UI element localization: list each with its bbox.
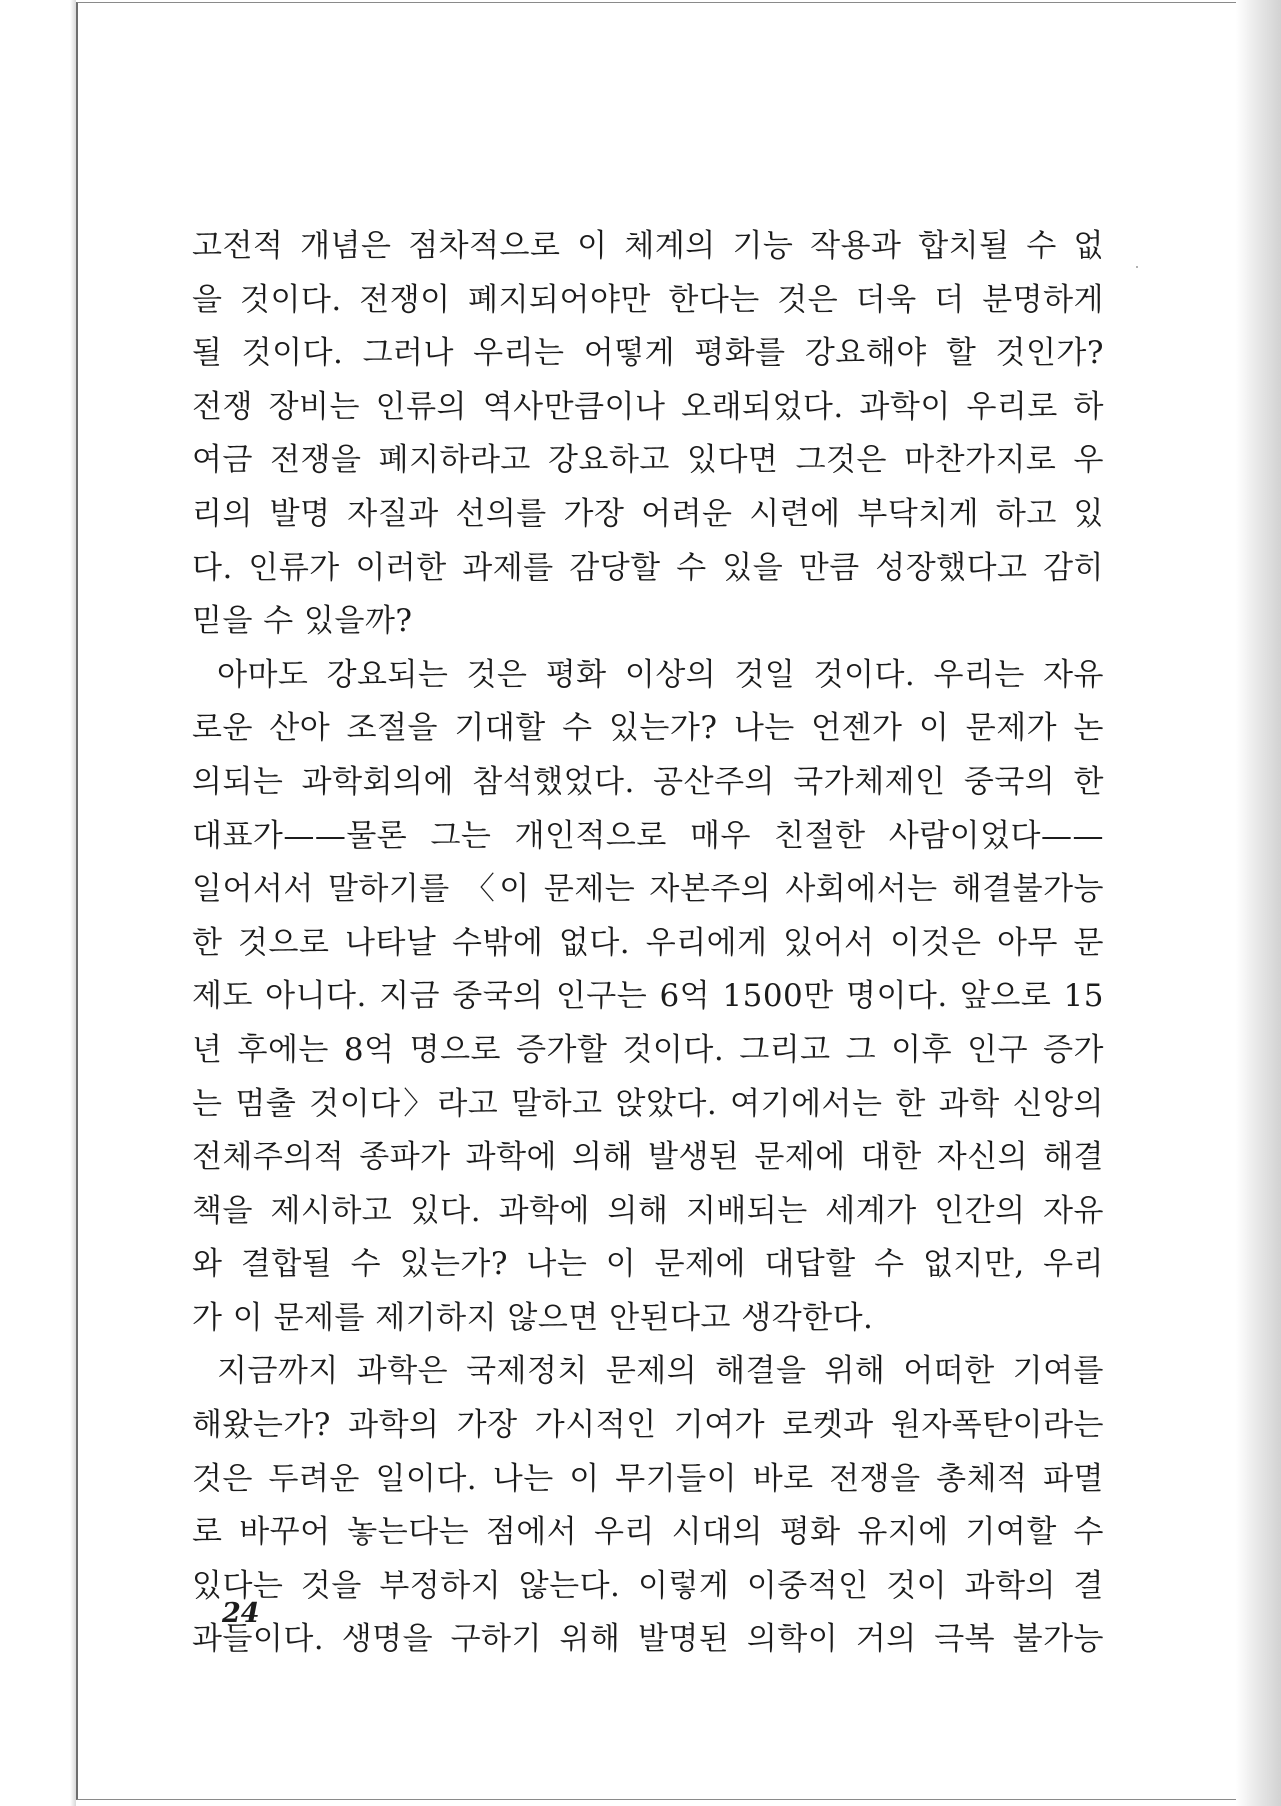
text-line: 의되는 과학회의에 참석했었다. 공산주의 국가체제인 중국의 한 <box>192 763 1104 800</box>
text-line: 것은 두려운 일이다. 나는 이 무기들이 바로 전쟁을 총체적 파멸 <box>192 1460 1104 1497</box>
text-line: 해왔는가? 과학의 가장 가시적인 기여가 로켓과 원자폭탄이라는 <box>192 1407 1104 1444</box>
page-gutter-shadow <box>1236 0 1281 1806</box>
text-line: 과들이다. 생명을 구하기 위해 발명된 의학이 거의 극복 불가능 <box>192 1621 1104 1658</box>
text-line: 한 것으로 나타날 수밖에 없다. 우리에게 있어서 이것은 아무 문 <box>192 924 1104 961</box>
text-line: 책을 제시하고 있다. 과학에 의해 지배되는 세계가 인간의 자유 <box>192 1192 1104 1229</box>
text-line: 로 바꾸어 놓는다는 점에서 우리 시대의 평화 유지에 기여할 수 <box>192 1514 1104 1551</box>
body-text <box>192 220 1104 1667</box>
text-line: 있다는 것을 부정하지 않는다. 이렇게 이중적인 것이 과학의 결 <box>192 1567 1104 1604</box>
text-line: 전체주의적 종파가 과학에 의해 발생된 문제에 대한 자신의 해결 <box>192 1139 1104 1176</box>
text-line: 리의 발명 자질과 선의를 가장 어려운 시련에 부닥치게 하고 있 <box>192 495 1104 532</box>
text-line: 여금 전쟁을 폐지하라고 강요하고 있다면 그것은 마찬가지로 우 <box>192 442 1104 479</box>
text-line: 로운 산아 조절을 기대할 수 있는가? 나는 언젠가 이 문제가 논 <box>192 710 1104 747</box>
text-line: 년 후에는 8억 명으로 증가할 것이다. 그리고 그 이후 인구 증가 <box>192 1031 1104 1068</box>
text-line: 일어서서 말하기를 〈이 문제는 자본주의 사회에서는 해결불가능 <box>192 871 1104 908</box>
text-line: 가 이 문제를 제기하지 않으면 안된다고 생각한다. <box>192 1299 874 1336</box>
page-number: 24 <box>222 1598 260 1629</box>
text-line: 제도 아니다. 지금 중국의 인구는 6억 1500만 명이다. 앞으로 15 <box>192 978 1104 1015</box>
text-line: 될 것이다. 그러나 우리는 어떻게 평화를 강요해야 할 것인가? <box>192 335 1104 372</box>
speck-mark <box>1136 266 1138 268</box>
text-line: 믿을 수 있을까? <box>192 603 413 640</box>
text-line: 을 것이다. 전쟁이 폐지되어야만 한다는 것은 더욱 더 분명하게 <box>192 281 1104 318</box>
text-line: 아마도 강요되는 것은 평화 이상의 것일 것이다. 우리는 자유 <box>217 656 1104 693</box>
text-line: 지금까지 과학은 국제정치 문제의 해결을 위해 어떠한 기여를 <box>217 1353 1104 1390</box>
text-line: 와 결합될 수 있는가? 나는 이 문제에 대답할 수 없지만, 우리 <box>192 1246 1104 1283</box>
text-line: 대표가——물론 그는 개인적으로 매우 친절한 사람이었다—— <box>192 817 1104 854</box>
text-line: 다. 인류가 이러한 과제를 감당할 수 있을 만큼 성장했다고 감히 <box>192 549 1104 586</box>
text-line: 는 멈출 것이다〉라고 말하고 앉았다. 여기에서는 한 과학 신앙의 <box>192 1085 1104 1122</box>
text-line: 전쟁 장비는 인류의 역사만큼이나 오래되었다. 과학이 우리로 하 <box>192 388 1104 425</box>
text-line: 고전적 개념은 점차적으로 이 체계의 기능 작용과 합치될 수 없 <box>192 228 1104 264</box>
